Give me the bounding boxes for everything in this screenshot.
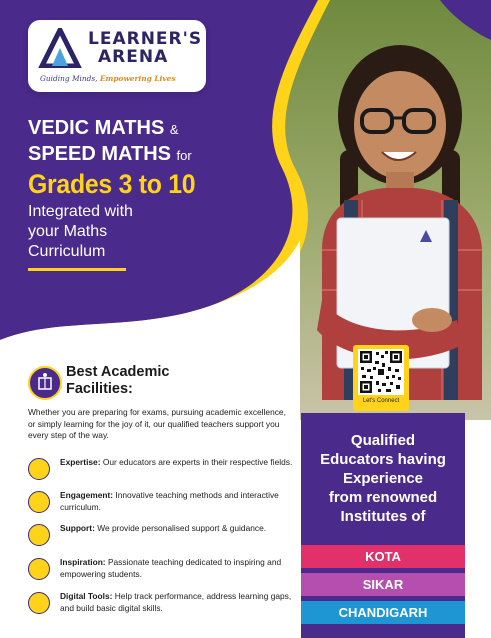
feature-description: Our educators are experts in their respective fields. <box>102 457 293 467</box>
student-photo <box>282 0 491 400</box>
brand-name-line2: ARENA <box>98 47 169 67</box>
headline-line1 <box>28 116 298 142</box>
headline-sub2: your Maths <box>28 223 108 240</box>
facilities-title-line1: Best Academic <box>66 364 170 380</box>
headline-sub1: Integrated with <box>28 203 133 220</box>
inspiration-icon <box>28 558 50 580</box>
brand-name-line1: LEARNER'S <box>88 29 203 49</box>
feature-description: Innovative teaching methods and interactive curriculum. <box>60 490 279 512</box>
qr-code-box[interactable] <box>353 345 409 411</box>
educators-text <box>301 431 465 526</box>
headline-grades: Grades 3 to 10 <box>28 169 196 199</box>
headline-vedic: VEDIC MATHS <box>28 117 165 139</box>
headline <box>28 116 298 271</box>
feature-text <box>60 557 294 580</box>
panel-line2: Educators having <box>320 451 446 468</box>
brand-logo-icon <box>38 28 82 68</box>
headline-amp: & <box>169 122 179 137</box>
feature-text <box>60 457 294 469</box>
headline-speed: SPEED MATHS <box>28 143 171 165</box>
brand-tagline <box>40 74 175 83</box>
feature-label: Inspiration: <box>60 557 106 567</box>
panel-line1: Qualified <box>350 432 416 449</box>
headline-underline <box>28 268 126 271</box>
brand-name <box>88 30 202 66</box>
facilities-title <box>66 364 169 398</box>
feature-text <box>60 523 294 535</box>
feature-label: Support: <box>60 523 95 533</box>
feature-text <box>60 490 294 513</box>
facilities-intro: Whether you are preparing for exams, pursuing academic excellence, or simply learning for the joy of it, our qualified teachers support you every step of the way. <box>28 407 286 441</box>
panel-line4: from renowned <box>328 489 438 506</box>
qr-code-icon <box>358 349 404 395</box>
expertise-icon <box>28 458 50 480</box>
support-icon <box>28 524 50 546</box>
feature-label: Engagement: <box>60 490 114 500</box>
headline-sub3: Curriculum <box>28 243 106 260</box>
feature-description: We provide personalised support & guidance. <box>97 523 267 533</box>
city-badge-sikar: SIKAR <box>301 573 465 596</box>
engagement-icon <box>28 491 50 513</box>
headline-line2 <box>28 142 298 168</box>
logo-card <box>28 20 206 92</box>
facilities-title-line2: Facilities: <box>66 381 133 397</box>
feature-label: Expertise: <box>60 457 101 467</box>
city-badge-kota: KOTA <box>301 545 465 568</box>
panel-line3: Experience <box>342 470 424 487</box>
tagline-part1: Guiding Minds, <box>40 74 98 83</box>
feature-description: Help track performance, address learning gaps, and build basic digital skills. <box>60 591 292 613</box>
qr-label: Let's Connect <box>362 398 400 404</box>
facilities-icon <box>28 366 62 400</box>
panel-line5: Institutes of <box>340 508 426 525</box>
digital-tools-icon <box>28 592 50 614</box>
city-badge-chandigarh: CHANDIGARH <box>301 601 465 624</box>
feature-description: Passionate teaching dedicated to inspiring and empowering students. <box>60 557 282 579</box>
feature-text <box>60 591 294 614</box>
tagline-part2: Empowering Lives <box>99 74 176 83</box>
headline-for: for <box>176 148 192 163</box>
feature-label: Digital Tools: <box>60 591 113 601</box>
